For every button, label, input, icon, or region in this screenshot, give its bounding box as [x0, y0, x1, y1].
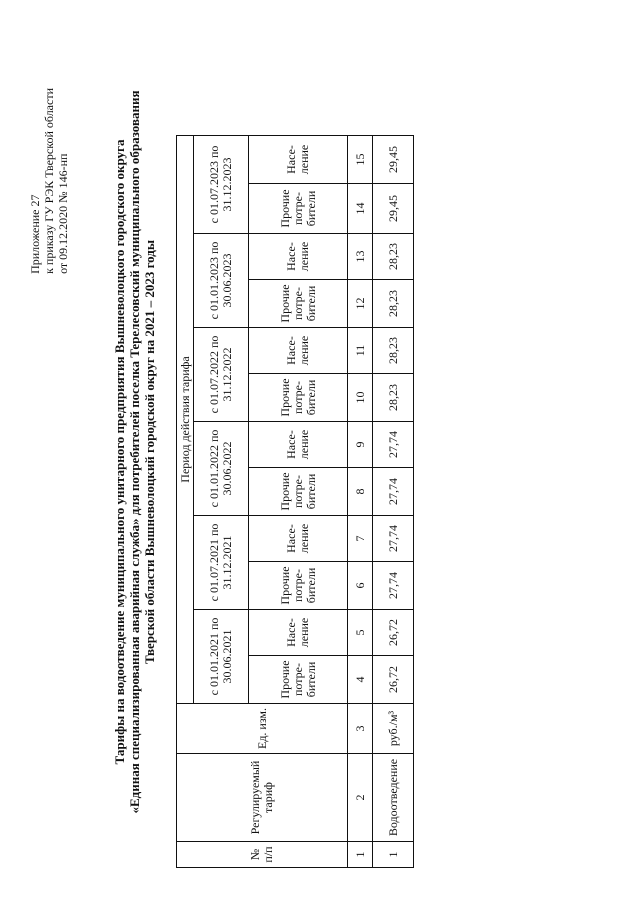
column-number: 5	[348, 610, 373, 656]
header-period: Период действия тарифа	[177, 135, 194, 703]
header-number: № п/п	[177, 842, 348, 868]
tariff-value: 26,72	[373, 610, 414, 656]
column-number: 10	[348, 374, 373, 422]
consumer-other-cell: Прочие потре- бители	[249, 656, 348, 704]
column-number: 13	[348, 234, 373, 280]
consumer-population-cell: Насе- ление	[249, 135, 348, 183]
appendix-number: Приложение 27	[28, 194, 42, 274]
header-tariff: Регулируемый тариф	[177, 754, 348, 842]
appendix-header	[28, 88, 70, 274]
period-cell: с 01.07.2022 по 31.12.2022	[194, 328, 249, 422]
title-line-2: «Единая специализированная аварийная служба» для потребителей поселка Терелесовский муниципального образования	[127, 90, 142, 814]
consumer-population-cell: Насе- ление	[249, 328, 348, 374]
consumer-other-cell: Прочие потре- бители	[249, 280, 348, 328]
column-number: 1	[348, 842, 373, 868]
consumer-population-cell: Насе- ление	[249, 422, 348, 468]
tariff-value: 27,74	[373, 422, 414, 468]
column-number: 2	[348, 754, 373, 842]
period-cell: с 01.01.2022 по 30.06.2022	[194, 422, 249, 516]
period-cell: с 01.07.2023 по 31.12.2023	[194, 135, 249, 233]
tariff-value: 27,74	[373, 468, 414, 516]
column-number: 11	[348, 328, 373, 374]
column-number: 12	[348, 280, 373, 328]
period-cell: с 01.01.2023 по 30.06.2023	[194, 234, 249, 328]
appendix-order: к приказу ГУ РЭК Тверской области	[42, 88, 56, 274]
row-number: 1	[373, 842, 414, 868]
column-number: 8	[348, 468, 373, 516]
period-cell: с 01.01.2021 по 30.06.2021	[194, 610, 249, 704]
tariff-value: 27,74	[373, 562, 414, 610]
column-number: 6	[348, 562, 373, 610]
consumer-other-cell: Прочие потре- бители	[249, 468, 348, 516]
column-number: 7	[348, 516, 373, 562]
period-cell: с 01.07.2021 по 31.12.2021	[194, 516, 249, 610]
title-line-3: Тверской области Вышневолоцкий городской округ на 2021 – 2023 годы	[142, 239, 157, 665]
appendix-date: от 09.12.2020 № 146-нп	[56, 153, 70, 274]
tariff-value: 29,45	[373, 135, 414, 183]
tariff-value: 28,23	[373, 374, 414, 422]
consumer-population-cell: Насе- ление	[249, 234, 348, 280]
tariff-value: 28,23	[373, 328, 414, 374]
document-title	[112, 0, 157, 904]
consumer-population-cell: Насе- ление	[249, 610, 348, 656]
tariff-table	[176, 135, 414, 868]
column-number: 4	[348, 656, 373, 704]
consumer-other-cell: Прочие потре- бители	[249, 562, 348, 610]
row-unit: руб./м³	[373, 704, 414, 754]
column-number-row	[348, 135, 373, 867]
tariff-value: 28,23	[373, 280, 414, 328]
consumer-other-cell: Прочие потре- бители	[249, 184, 348, 234]
column-number: 14	[348, 184, 373, 234]
table-row	[373, 135, 414, 867]
column-number: 9	[348, 422, 373, 468]
column-number: 15	[348, 135, 373, 183]
title-line-1: Тарифы на водоотведение муниципального унитарного предприятия Вышневолоцкого городского округа	[112, 139, 127, 765]
column-number: 3	[348, 704, 373, 754]
header-unit: Ед. изм.	[177, 704, 348, 754]
tariff-value: 28,23	[373, 234, 414, 280]
tariff-value: 27,74	[373, 516, 414, 562]
consumer-other-cell: Прочие потре- бители	[249, 374, 348, 422]
tariff-value: 26,72	[373, 656, 414, 704]
consumer-population-cell: Насе- ление	[249, 516, 348, 562]
tariff-value: 29,45	[373, 184, 414, 234]
row-tariff-name: Водоотведение	[373, 754, 414, 842]
